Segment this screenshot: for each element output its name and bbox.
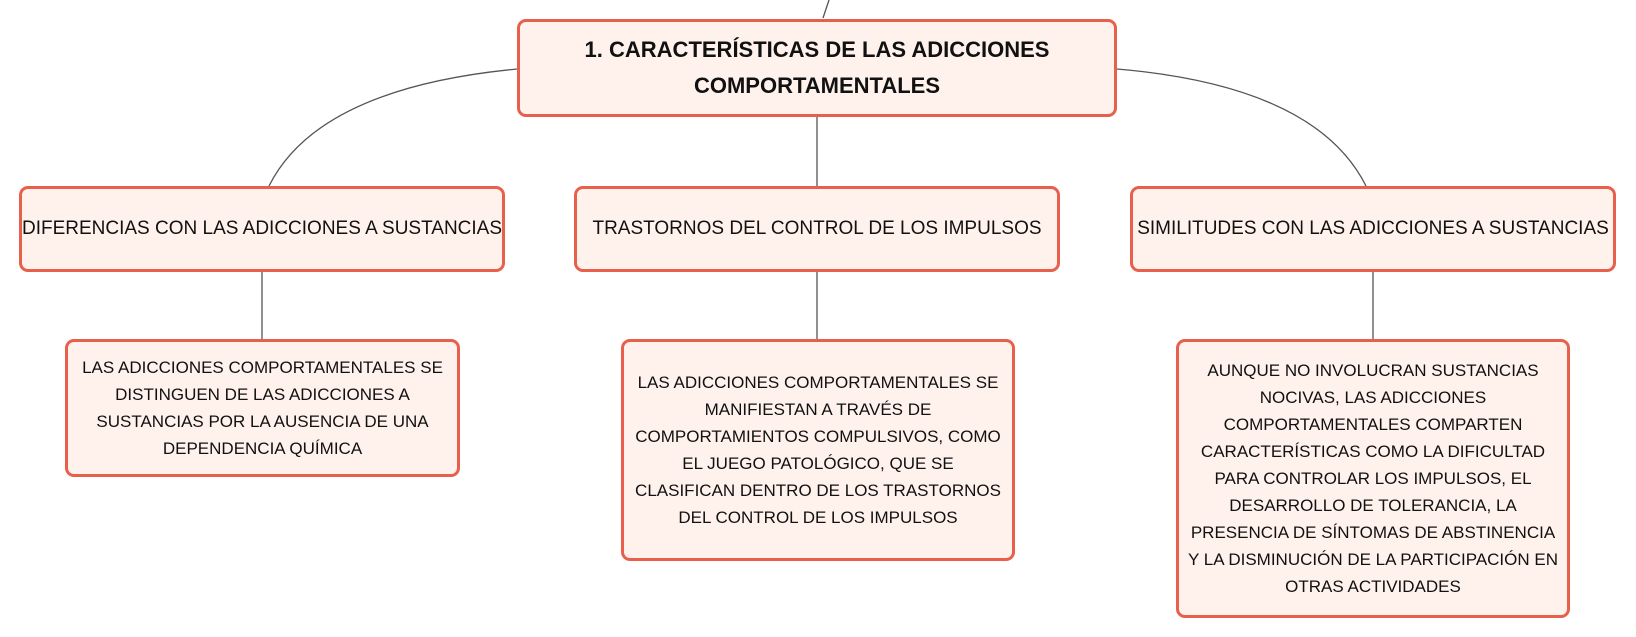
parent-connector: [823, 0, 829, 18]
connector-root-similitudes: [1117, 69, 1366, 186]
connector-root-diferencias: [269, 69, 517, 186]
detail-node-diferencias[interactable]: [65, 339, 460, 477]
detail-node-trastornos[interactable]: [621, 339, 1015, 561]
branch-node-trastornos[interactable]: [574, 186, 1060, 272]
detail-text-diferencias: LAS ADICCIONES COMPORTAMENTALES SE DISTINGUEN DE LAS ADICCIONES A SUSTANCIAS POR LA AUSENCIA DE UNA DEPENDENCIA QUÍMICA: [82, 358, 443, 458]
branch-node-diferencias[interactable]: [19, 186, 505, 272]
root-node[interactable]: [517, 19, 1117, 117]
branch-node-similitudes[interactable]: [1130, 186, 1616, 272]
branch-label-diferencias: DIFERENCIAS CON LAS ADICCIONES A SUSTANCIAS: [21, 218, 503, 239]
detail-text-similitudes: AUNQUE NO INVOLUCRAN SUSTANCIAS NOCIVAS, LAS ADICCIONES COMPORTAMENTALES COMPARTEN CARACTERÍSTICAS COMO LA DIFICULTAD PARA CONTROLAR LOS IMPULSOS, EL DESARROLLO DE TOLERANCIA, LA PRESENCIA DE SÍNTOMAS DE ABSTINENCIA Y LA DISMINUCIÓN DE LA PARTICIPACIÓN EN OTRAS ACTIVIDADES: [1188, 361, 1558, 596]
branch-label-similitudes: SIMILITUDES CON LAS ADICCIONES A SUSTANCIAS: [1137, 218, 1609, 239]
detail-node-similitudes[interactable]: [1176, 339, 1570, 618]
root-title: 1. CARACTERÍSTICAS DE LAS ADICCIONES COMPORTAMENTALES: [584, 37, 1050, 98]
detail-text-trastornos: LAS ADICCIONES COMPORTAMENTALES SE MANIFIESTAN A TRAVÉS DE COMPORTAMIENTOS COMPULSIVOS, COMO EL JUEGO PATOLÓGICO, QUE SE CLASIFICAN DENTRO DE LOS TRASTORNOS DEL CONTROL DE LOS IMPULSOS: [635, 373, 1001, 527]
branch-label-trastornos: TRASTORNOS DEL CONTROL DE LOS IMPULSOS: [592, 218, 1042, 239]
